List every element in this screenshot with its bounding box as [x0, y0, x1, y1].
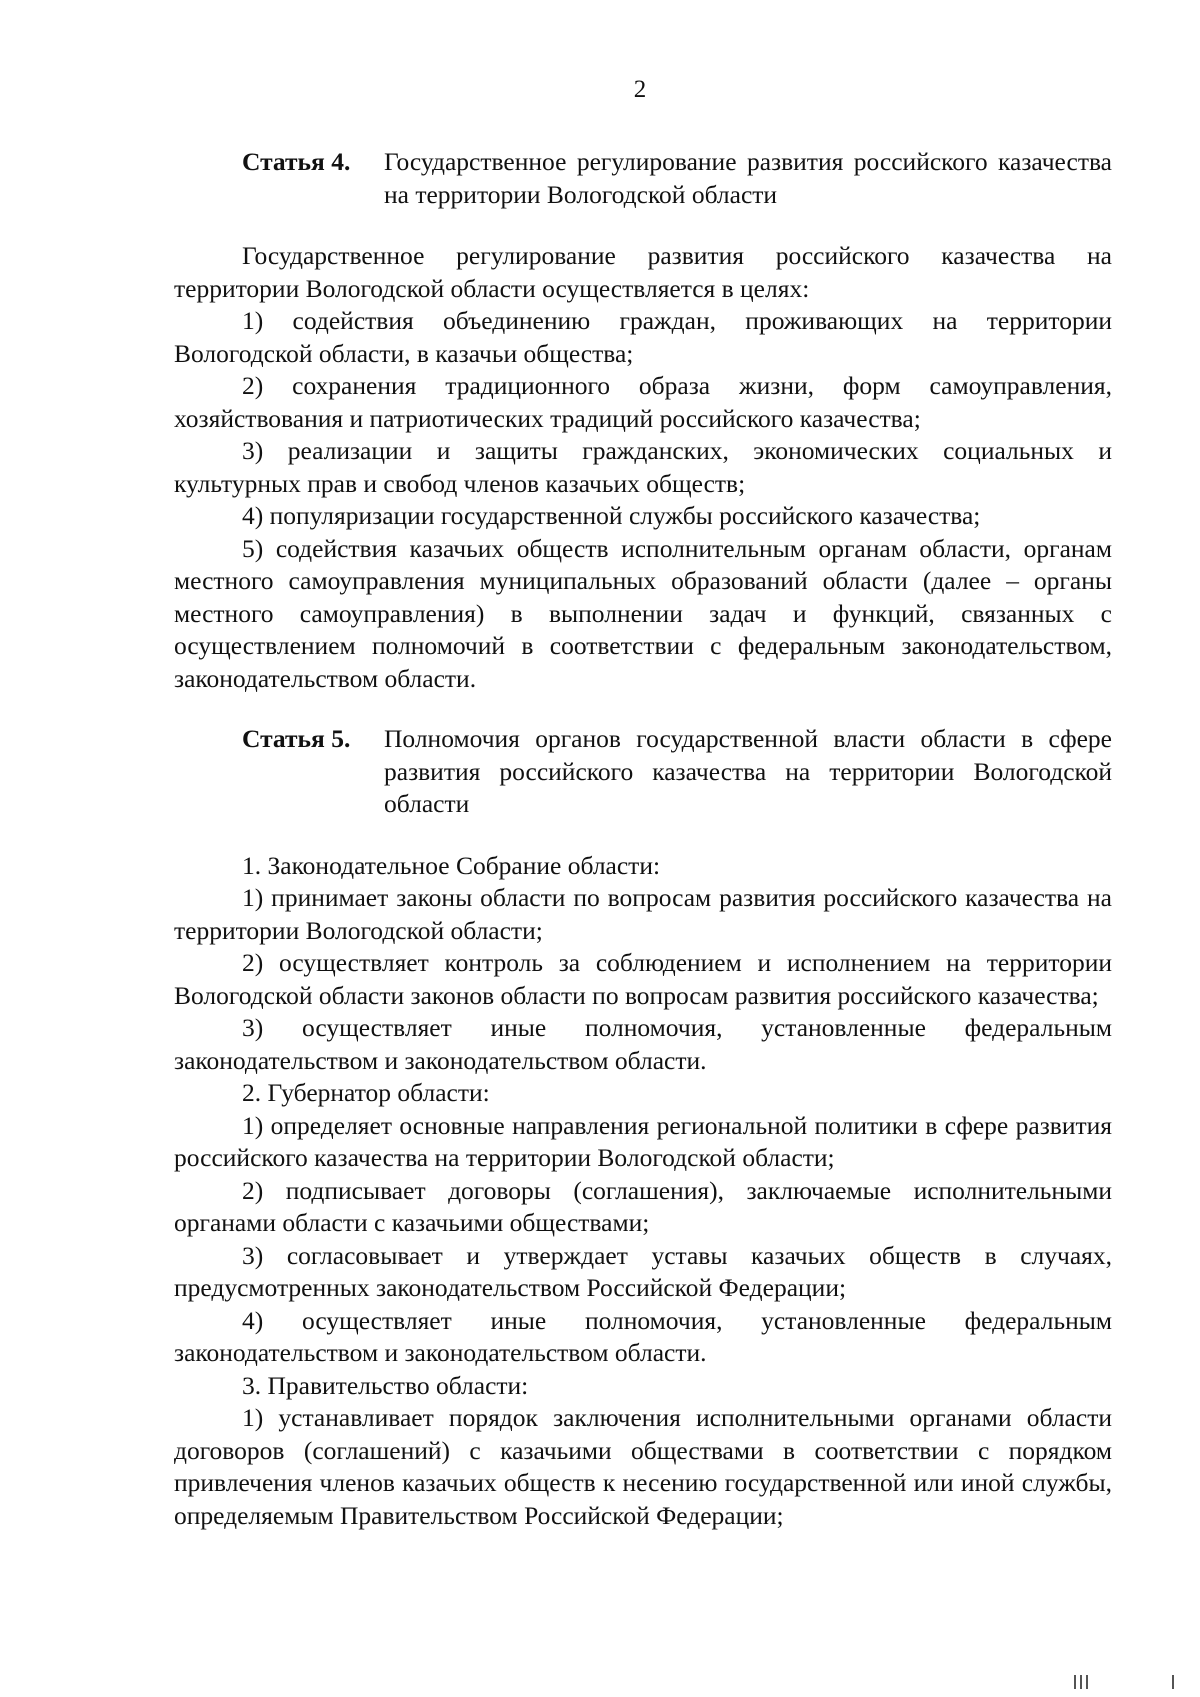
spacer: [174, 821, 1112, 850]
article-5-paragraph: 3. Правительство области:: [242, 1370, 529, 1400]
scan-mark: [1086, 1675, 1088, 1689]
article-5-label: Статья 5.: [242, 724, 351, 753]
article-4-label: Статья 4.: [242, 147, 351, 176]
article-5-paragraph: 1) принимает законы области по вопросам развития российского казачества на территории Вологодской области;: [174, 883, 1112, 945]
page-number: 2: [633, 76, 647, 103]
article-4-paragraph: 3) реализации и защиты гражданских, экономических социальных и культурных прав и свобод членов казачьих обществ;: [174, 436, 1112, 498]
article-5-paragraph: 2. Губернатор области:: [242, 1078, 490, 1107]
article-5-title: Полномочия органов государственной власти области в сфере развития российского казачества на территории Вологодской области: [384, 724, 1112, 818]
article-5-paragraph: 2) подписывает договоры (соглашения), заключаемые исполнительными органами области с казачьими обществами;: [174, 1175, 1112, 1237]
article-5-paragraph: 1) определяет основные направления региональной политики в сфере развития российского казачества на территории Вологодской области;: [174, 1110, 1112, 1172]
article-4-title: Государственное регулирование развития российского казачества на территории Вологодской области: [384, 147, 1112, 209]
scan-mark: [1074, 1675, 1076, 1689]
article-4-paragraph: 1) содействия объединению граждан, проживающих на территории Вологодской области, в казачьи общества;: [174, 306, 1112, 368]
article-4-paragraph: 4) популяризации государственной службы российского казачества;: [242, 501, 981, 530]
article-5-paragraph: 1) устанавливает порядок заключения исполнительными органами области договоров (соглашений) с казачьими обществами в соответствии с порядком привлечения членов казачьих обществ к несению государственной или иной службы, определяемым Правительством Российской Федерации;: [174, 1403, 1112, 1530]
article-4-heading: [242, 146, 1112, 211]
scan-mark: [1172, 1675, 1174, 1689]
article-4-paragraph: Государственное регулирование развития российского казачества на территории Вологодской области осуществляется в целях:: [174, 241, 1112, 303]
article-5-paragraph: 2) осуществляет контроль за соблюдением и исполнением на территории Вологодской области законов области по вопросам развития российского казачества;: [174, 948, 1112, 1010]
scan-mark: [1080, 1675, 1082, 1689]
article-5-paragraph: 1. Законодательное Собрание области:: [242, 850, 661, 880]
article-5-paragraph: 3) согласовывает и утверждает уставы казачьих обществ в случаях, предусмотренных законодательством Российской Федерации;: [174, 1240, 1112, 1302]
article-5-paragraph: 4) осуществляет иные полномочия, установленные федеральным законодательством и законодательством области.: [174, 1305, 1112, 1367]
spacer: [174, 695, 1112, 723]
article-4-paragraph: 2) сохранения традиционного образа жизни, форм самоуправления, хозяйствования и патриотических традиций российского казачества;: [174, 371, 1112, 433]
article-4-paragraph: 5) содействия казачьих обществ исполнительным органам области, органам местного самоуправления муниципальных образований области (далее – органы местного самоуправления) в выполнении задач и функций, связанных с осуществлением полномочий в соответствии с федеральным законодательством, законодательством области.: [174, 533, 1112, 693]
document-body: [174, 146, 1112, 1532]
article-5-heading: [242, 723, 1112, 821]
article-5-paragraph: 3) осуществляет иные полномочия, установленные федеральным законодательством и законодательством области.: [174, 1013, 1112, 1075]
spacer: [174, 211, 1112, 240]
